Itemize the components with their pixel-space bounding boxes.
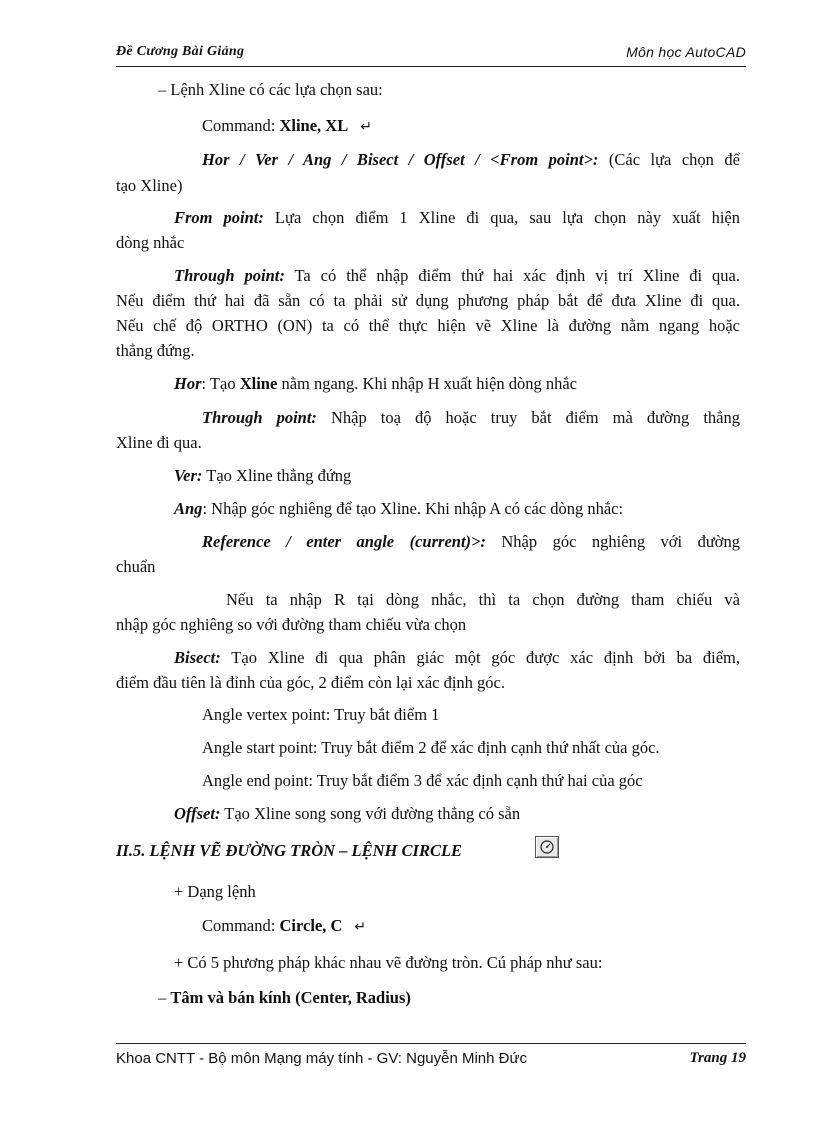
reference-para: Reference / enter angle (current)>: Nhập góc nghiêng với đường [202, 532, 740, 551]
ang-para: Ang: Nhập góc nghiêng để tạo Xline. Khi nhập A có các dòng nhắc: [174, 499, 624, 518]
hor-through-point: Through point: Nhập toạ độ hoặc truy bắt điểm mà đường thẳng [202, 408, 740, 427]
header-right-subject: Môn học AutoCAD [626, 44, 746, 60]
from-point-para: From point: Lựa chọn điểm 1 Xline đi qua, sau lựa chọn này xuất hiện [174, 208, 740, 227]
through-point-line3: Nếu chế độ ORTHO (ON) ta có thể thực hiện vẽ Xline là đường nằm ngang hoặc [116, 316, 740, 335]
dang-lenh: + Dạng lệnh [174, 882, 256, 901]
header-rule [116, 66, 746, 67]
angle-end-point: Angle end point: Truy bắt điểm 3 để xác định cạnh thứ hai của góc [202, 771, 643, 790]
angle-start-point: Angle start point: Truy bắt điểm 2 để xác định cạnh thứ nhất của góc. [202, 738, 660, 757]
hor-through-point-cont: Xline đi qua. [116, 433, 202, 452]
reference-cont: chuẩn [116, 557, 156, 576]
xline-options-intro: – Lệnh Xline có các lựa chọn sau: [158, 80, 383, 99]
circle-command: Command: Circle, C ↵ [202, 916, 367, 935]
through-point-para: Through point: Ta có thể nhập điểm thứ hai xác định vị trí Xline đi qua. [174, 266, 740, 285]
footer-rule [116, 1043, 746, 1044]
bisect-para: Bisect: Tạo Xline đi qua phân giác một góc được xác định bởi ba điểm, [174, 648, 740, 667]
angle-vertex-point: Angle vertex point: Truy bắt điểm 1 [202, 705, 440, 724]
circle-tool-button [535, 836, 559, 858]
if-r-cont: nhập góc nghiêng so với đường tham chiếu vừa chọn [116, 615, 467, 634]
circle-tool-icon [539, 839, 555, 855]
hor-para: Hor: Tạo Xline nằm ngang. Khi nhập H xuất hiện dòng nhắc [174, 374, 577, 393]
through-point-line2: Nếu điểm thứ hai đã sẵn có ta phải sử dụng phương pháp bắt để đưa Xline đi qua. [116, 291, 740, 310]
from-point-cont: dòng nhắc [116, 233, 185, 252]
header-left-title: Đề Cương Bài Giảng [116, 44, 245, 59]
five-methods: + Có 5 phương pháp khác nhau vẽ đường tròn. Cú pháp như sau: [174, 953, 603, 972]
xline-options-cont: tạo Xline) [116, 176, 183, 195]
xline-options-line: Hor / Ver / Ang / Bisect / Offset / <From point>: (Các lựa chọn để [202, 150, 740, 169]
section-heading-circle: II.5. LỆNH VẼ ĐƯỜNG TRÒN – LỆNH CIRCLE [116, 841, 463, 860]
if-r-para: Nếu ta nhập R tại dòng nhắc, thì ta chọn đường tham chiếu và [226, 590, 740, 609]
offset-para: Offset: Tạo Xline song song với đường thẳng có sẵn [174, 804, 521, 823]
enter-key-icon: ↵ [354, 919, 367, 935]
center-radius-item: – Tâm và bán kính (Center, Radius) [158, 988, 411, 1007]
page-number: Trang 19 [689, 1050, 746, 1066]
enter-key-icon: ↵ [360, 119, 372, 135]
xline-command: Command: Xline, XL ↵ [202, 116, 372, 135]
through-point-line4: thẳng đứng. [116, 341, 195, 360]
bisect-cont: điểm đầu tiên là đỉnh của góc, 2 điểm còn lại xác định góc. [116, 673, 506, 692]
footer-author: Khoa CNTT - Bộ môn Mạng máy tính - GV: Nguyễn Minh Đức [116, 1050, 528, 1067]
ver-para: Ver: Tạo Xline thẳng đứng [174, 466, 352, 485]
